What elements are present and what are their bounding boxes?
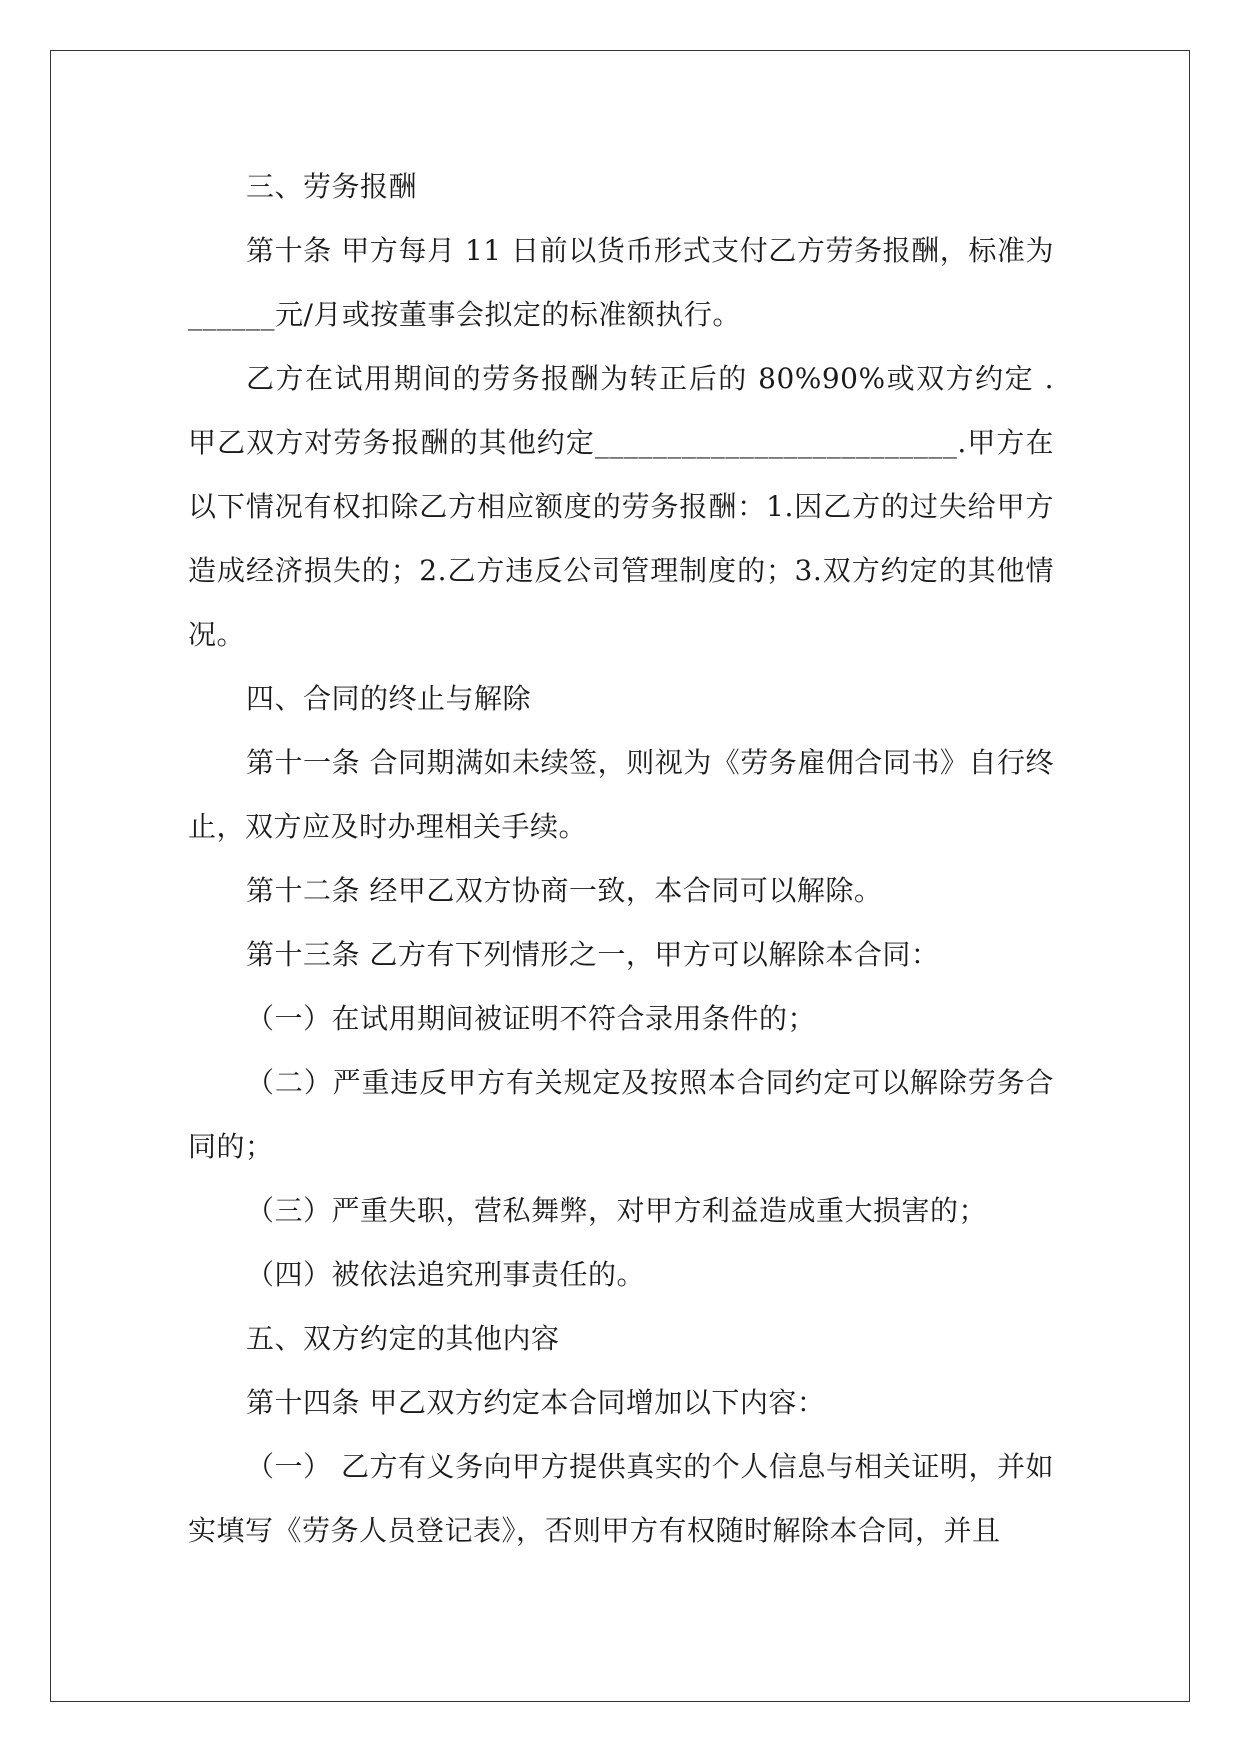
article-13-item-2: （二）严重违反甲方有关规定及按照本合同约定可以解除劳务合同的；: [188, 1066, 1054, 1163]
section-heading-other-terms: 五、双方约定的其他内容: [246, 1322, 560, 1355]
section-heading-labor-remuneration: 三、劳务报酬: [246, 170, 418, 203]
article-10-paragraph: 第十条 甲方每月 11 日前以货币形式支付乙方劳务报酬，标准为______元/月或按董事会拟定的标准额执行。: [188, 234, 1054, 331]
article-14-item-1: （一） 乙方有义务向甲方提供真实的个人信息与相关证明，并如实填写《劳务人员登记表》，否则甲方有权随时解除本合同，并且: [188, 1450, 1054, 1547]
article-13-item-1: （一）在试用期间被证明不符合录用条件的；: [246, 1002, 817, 1035]
article-12-paragraph: 第十二条 经甲乙双方协商一致，本合同可以解除。: [246, 874, 883, 907]
article-13-paragraph: 第十三条 乙方有下列情形之一，甲方可以解除本合同：: [246, 938, 940, 971]
article-14-paragraph: 第十四条 甲乙双方约定本合同增加以下内容：: [246, 1386, 826, 1419]
article-13-item-4: （四）被依法追究刑事责任的。: [246, 1258, 646, 1291]
section-heading-termination: 四、合同的终止与解除: [246, 682, 532, 715]
article-13-item-3: （三）严重失职，营私舞弊，对甲方利益造成重大损害的；: [246, 1194, 988, 1227]
article-11-paragraph: 第十一条 合同期满如未续签，则视为《劳务雇佣合同书》自行终止，双方应及时办理相关手续。: [188, 746, 1054, 843]
document-body: [188, 155, 1054, 1563]
trial-period-pay-paragraph: 乙方在试用期间的劳务报酬为转正后的 80%90%或双方约定 .甲乙双方对劳务报酬的其他约定_________________________.甲方在以下情况有权扣除乙方相应额度的劳务报酬：1.因乙方的过失给甲方造成经济损失的；2.乙方违反公司管理制度的；3.双方约定的其他情况。: [188, 362, 1054, 651]
